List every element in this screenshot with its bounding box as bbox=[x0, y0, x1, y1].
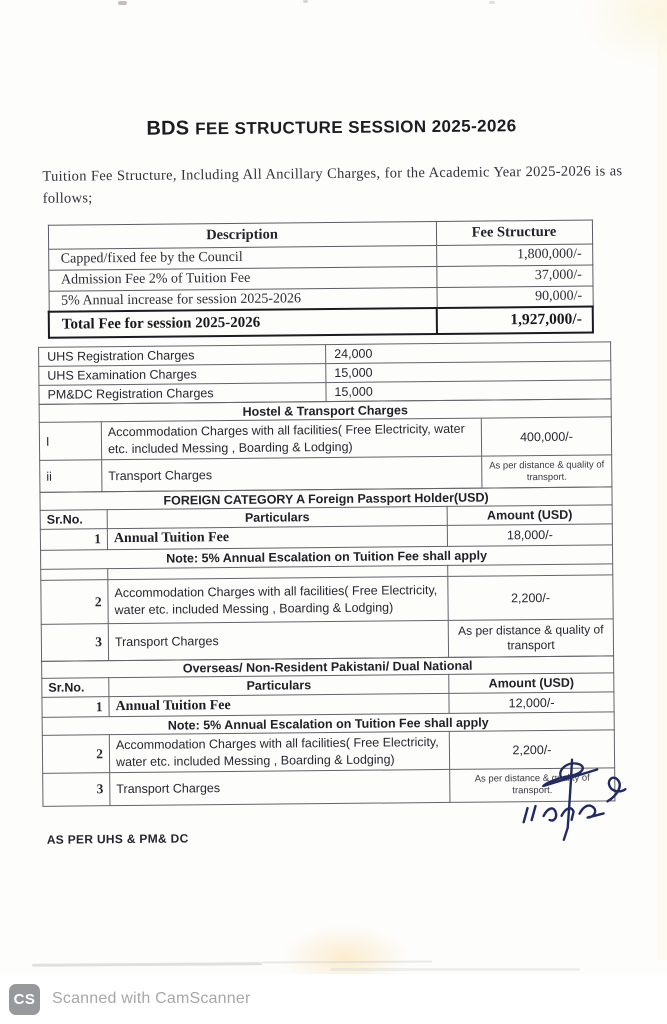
charge-amount: 15,000 bbox=[326, 361, 611, 383]
row-particulars: Transport Charges bbox=[102, 457, 482, 493]
scan-tint-artifact bbox=[280, 925, 410, 980]
authority-note: AS PER UHS & PM& DC bbox=[46, 831, 189, 848]
row-number: I bbox=[39, 422, 101, 461]
camscanner-logo-icon: CS bbox=[9, 984, 40, 1015]
fee-row-amount: 90,000/- bbox=[437, 286, 593, 308]
charge-label: UHS Registration Charges bbox=[39, 345, 326, 367]
table-row bbox=[41, 619, 613, 661]
charge-amount: 24,000 bbox=[326, 342, 611, 364]
fee-structure-table bbox=[47, 219, 594, 339]
fee-row-description: 5% Annual increase for session 2025-2026 bbox=[49, 287, 437, 312]
charge-amount: 15,000 bbox=[326, 380, 611, 402]
table-row bbox=[39, 417, 611, 460]
row-amount: As per distance & quality of transport bbox=[448, 619, 613, 658]
row-number: 1 bbox=[42, 697, 109, 718]
title-rest: FEE STRUCTURE SESSION 2025-2026 bbox=[195, 116, 517, 139]
row-amount: As per distance & quality of transport. bbox=[450, 768, 615, 803]
charge-label: PM&DC Registration Charges bbox=[39, 383, 326, 405]
row-number: 1 bbox=[40, 529, 107, 551]
registration-charges-table bbox=[38, 342, 612, 405]
fee-row-description: Capped/fixed fee by the Council bbox=[48, 245, 436, 270]
fee-row-amount: 1,800,000/- bbox=[436, 244, 592, 266]
row-particulars: Transport Charges bbox=[110, 770, 450, 806]
camscanner-footer bbox=[0, 974, 667, 1024]
page-title bbox=[0, 113, 665, 142]
total-amount: 1,927,000/- bbox=[437, 307, 593, 334]
row-amount: 18,000/- bbox=[447, 524, 612, 547]
col-header-description: Description bbox=[48, 221, 436, 249]
row-particulars: Annual Tuition Fee bbox=[107, 526, 447, 550]
col-header-fee-structure: Fee Structure bbox=[436, 220, 592, 245]
row-amount: 2,200/- bbox=[449, 730, 614, 770]
row-amount: As per distance & quality of transport. bbox=[482, 455, 612, 488]
table-row bbox=[41, 575, 613, 624]
col-header-srno: Sr.No. bbox=[40, 510, 107, 530]
col-header-particulars: Particulars bbox=[109, 675, 449, 697]
col-header-amount: Amount (USD) bbox=[447, 505, 612, 526]
page-edge-shadow bbox=[32, 962, 262, 967]
row-number: ii bbox=[40, 460, 102, 493]
total-row bbox=[49, 307, 593, 338]
foreign-category-table bbox=[39, 487, 614, 662]
row-number: 3 bbox=[41, 624, 108, 662]
row-particulars: Accommodation Charges with all facilities( Free Electricity, water etc. included Messing , Boarding & Lodging) bbox=[101, 419, 481, 461]
charge-label: UHS Examination Charges bbox=[39, 364, 326, 386]
col-header-srno: Sr.No. bbox=[42, 678, 109, 698]
row-number: 2 bbox=[41, 580, 108, 625]
page-edge-shadow bbox=[262, 961, 432, 964]
section-title: Overseas/ Non-Resident Pakistani/ Dual National bbox=[42, 656, 614, 678]
row-particulars: Annual Tuition Fee bbox=[109, 694, 449, 717]
note-text: Note: 5% Annual Escalation on Tuition Fee shall apply bbox=[41, 545, 613, 569]
hostel-transport-table bbox=[39, 399, 613, 493]
section-title: FOREIGN CATEGORY A Foreign Passport Holder(USD) bbox=[40, 487, 612, 510]
col-header-amount: Amount (USD) bbox=[449, 673, 614, 694]
note-text: Note: 5% Annual Escalation on Tuition Fee shall apply bbox=[42, 712, 614, 735]
col-header-particulars: Particulars bbox=[107, 507, 447, 529]
row-number: 2 bbox=[42, 735, 109, 774]
title-prefix: BDS bbox=[146, 117, 190, 140]
row-particulars: Accommodation Charges with all facilities( Free Electricity, water etc. included Messing , Boarding & Lodging) bbox=[108, 577, 448, 624]
intro-paragraph: Tuition Fee Structure, Including All Ancillary Charges, for the Academic Year 2025-2026 is as follows; bbox=[42, 163, 623, 208]
row-amount: 12,000/- bbox=[449, 692, 614, 714]
row-amount: 400,000/- bbox=[481, 417, 611, 456]
camscanner-text: Scanned with CamScanner bbox=[52, 990, 251, 1007]
empty-cell bbox=[41, 569, 108, 581]
total-label: Total Fee for session 2025-2026 bbox=[49, 308, 437, 338]
row-number: 3 bbox=[43, 773, 110, 807]
fee-row-amount: 37,000/- bbox=[436, 265, 592, 287]
section-title: Hostel & Transport Charges bbox=[39, 399, 611, 422]
row-particulars: Transport Charges bbox=[108, 621, 448, 661]
page-edge-shadow bbox=[330, 968, 580, 971]
handwritten-signature bbox=[509, 755, 635, 846]
row-particulars: Accommodation Charges with all facilities( Free Electricity, water etc. included Messing , Boarding & Lodging) bbox=[109, 732, 449, 773]
fee-row-description: Admission Fee 2% of Tuition Fee bbox=[48, 266, 436, 291]
row-amount: 2,200/- bbox=[448, 575, 613, 621]
